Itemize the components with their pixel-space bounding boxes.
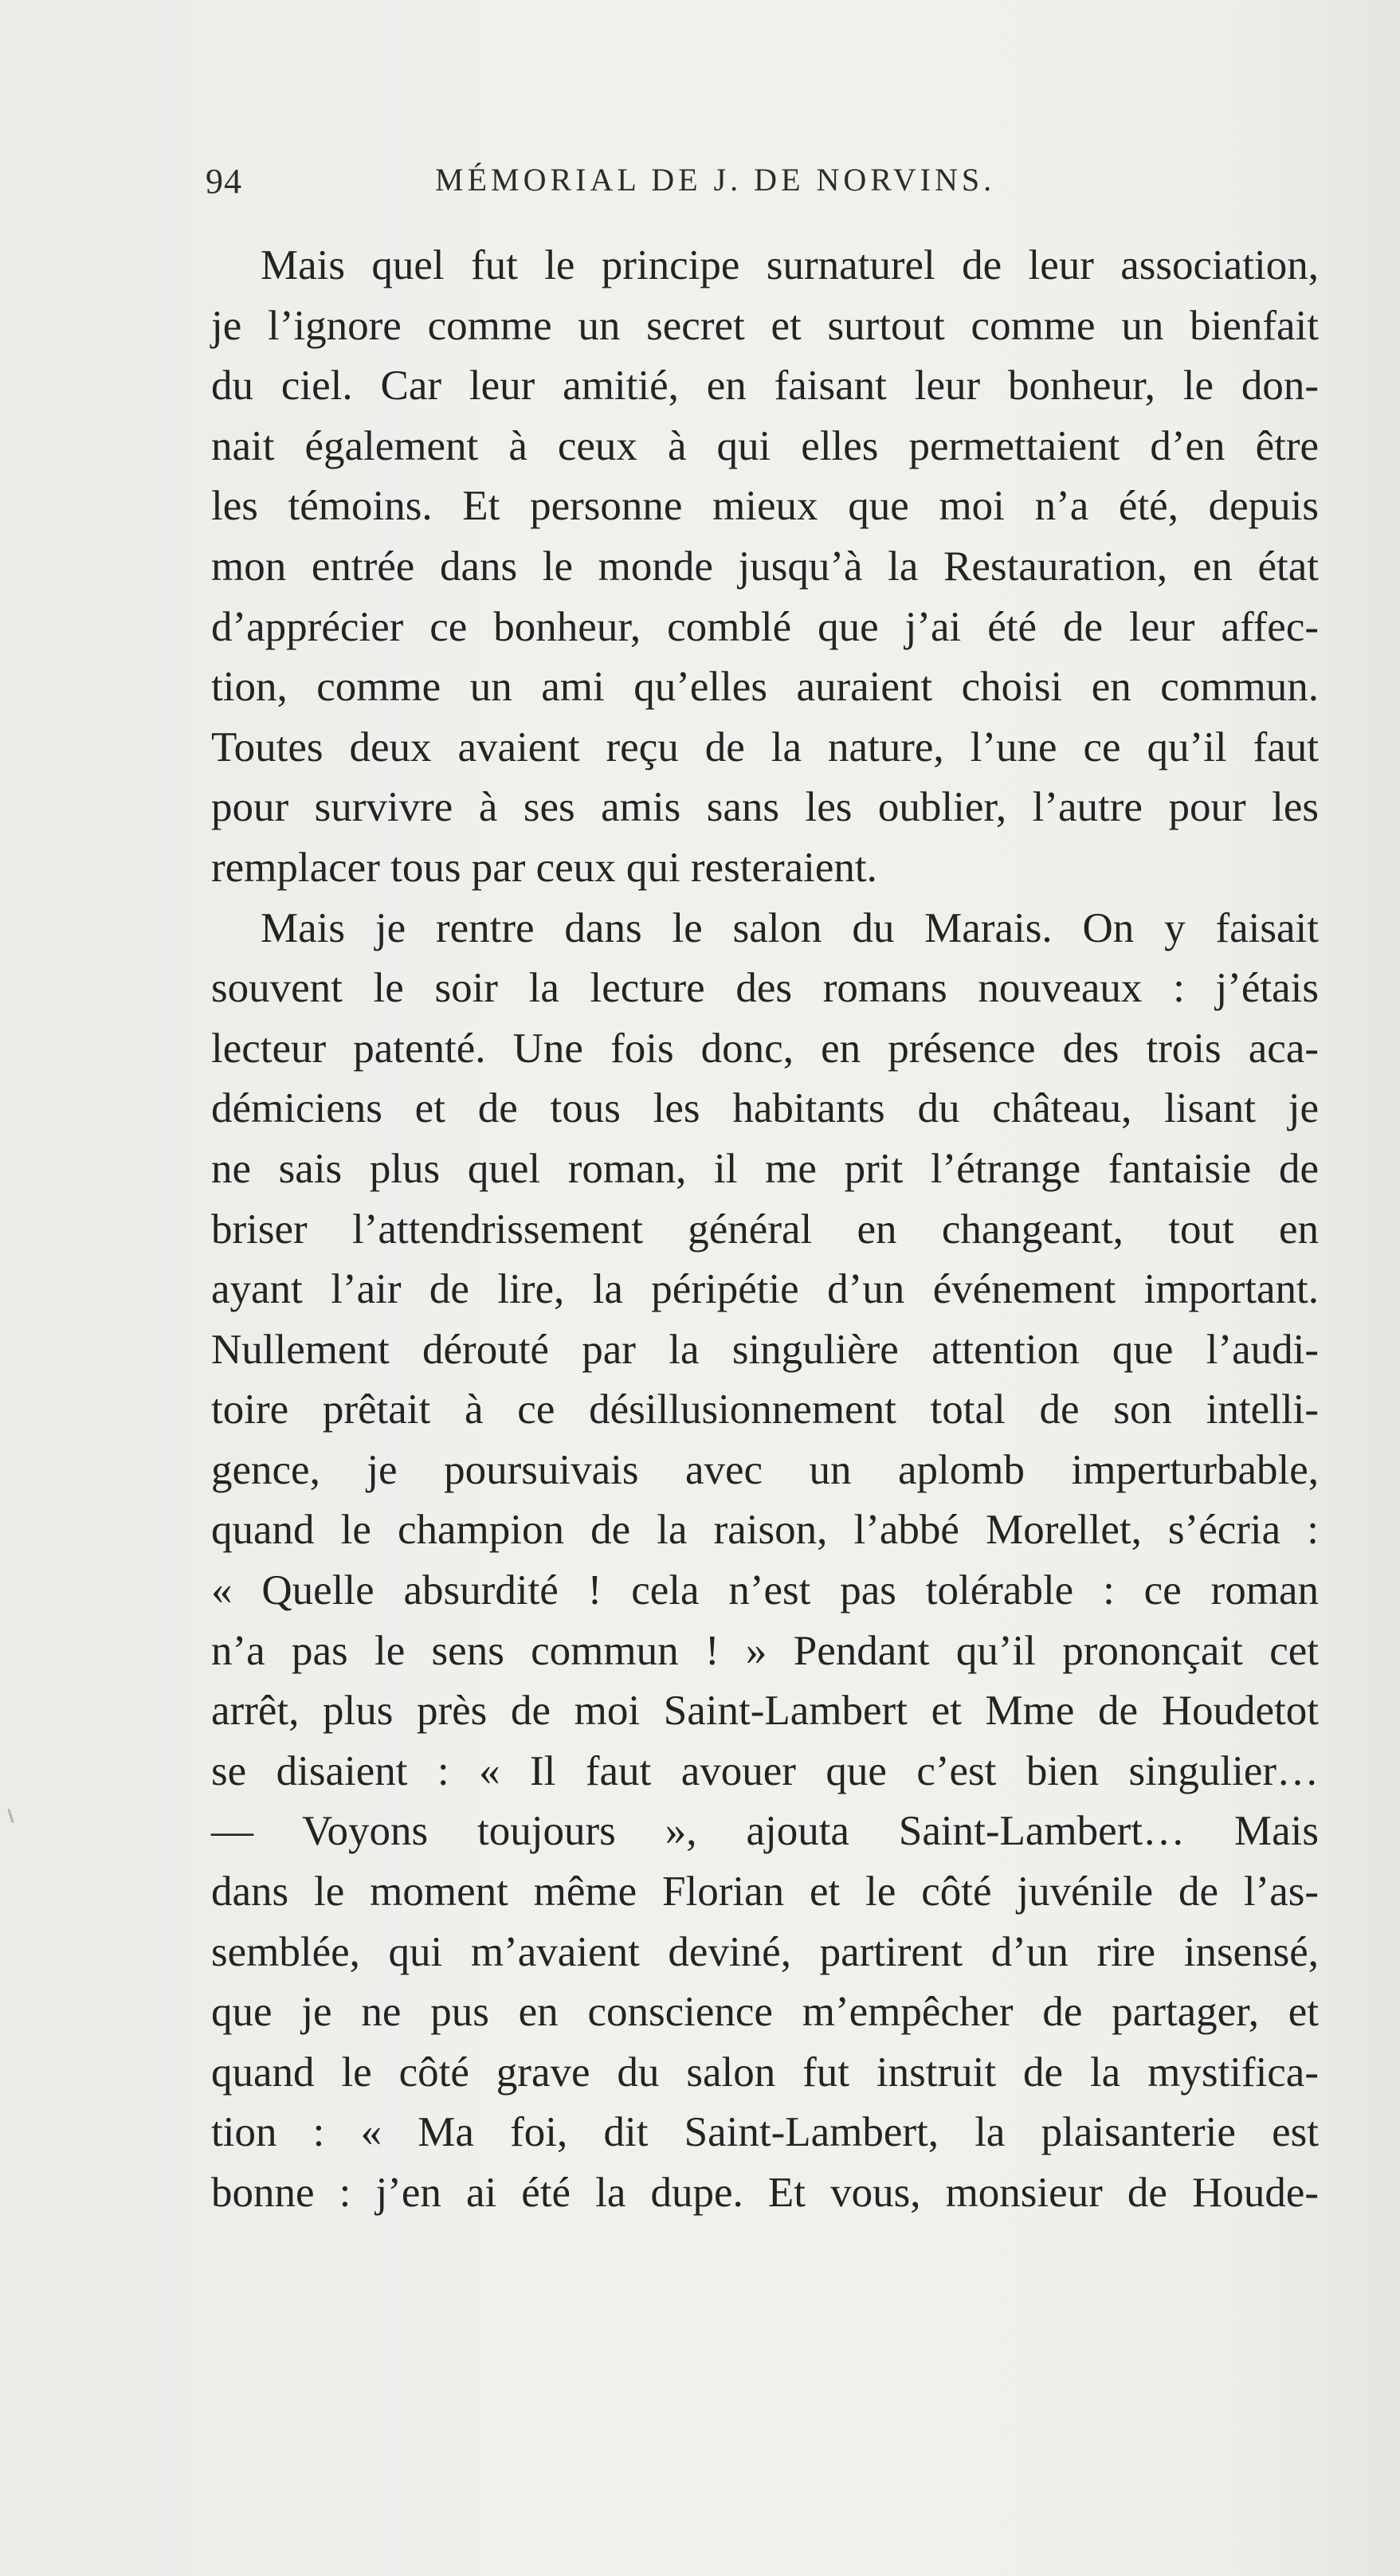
text-line: souvent le soir la lecture des romans nouveaux : j’étais [211, 965, 1319, 1012]
text-line: quand le champion de la raison, l’abbé Morellet, s’écria : [211, 1507, 1319, 1554]
text-line: nait également à ceux à qui elles permettaient d’en être [211, 422, 1319, 469]
text-line: lecteur patenté. Une fois donc, en présence des trois aca- [211, 1025, 1319, 1072]
text-line: tion, comme un ami qu’elles auraient choisi en commun. [211, 664, 1319, 711]
text-line: ne sais plus quel roman, il me prit l’étrange fantaisie de [211, 1145, 1319, 1192]
text-line: semblée, qui m’avaient deviné, partirent d’un rire insensé, [211, 1928, 1319, 1975]
text-line: remplacer tous par ceux qui resteraient. [211, 844, 877, 891]
paper-speck [7, 1809, 14, 1823]
text-line: tion : « Ma foi, dit Saint-Lambert, la plaisanterie est [211, 2109, 1319, 2156]
text-line: toire prêtait à ce désillusionnement total de son intelli- [211, 1386, 1319, 1433]
text-line: briser l’attendrissement général en changeant, tout en [211, 1206, 1319, 1253]
text-line: je l’ignore comme un secret et surtout comme un bienfait [211, 302, 1319, 349]
text-line: les témoins. Et personne mieux que moi n’a été, depuis [211, 483, 1319, 530]
text-line: se disaient : « Il faut avouer que c’est bien singulier… [211, 1747, 1319, 1794]
text-line: Mais je rentre dans le salon du Marais. On y faisait [261, 904, 1319, 951]
text-line: arrêt, plus près de moi Saint-Lambert et Mme de Houdetot [211, 1688, 1319, 1735]
text-line: quand le côté grave du salon fut instruit de la mystifica- [211, 2049, 1319, 2096]
body-text [211, 236, 1319, 2224]
text-line: — Voyons toujours », ajouta Saint-Lambert… Mais [211, 1808, 1319, 1855]
text-line: d’apprécier ce bonheur, comblé que j’ai été de leur affec- [211, 603, 1319, 650]
text-line: « Quelle absurdité ! cela n’est pas tolérable : ce roman [211, 1567, 1319, 1614]
text-line: Nullement dérouté par la singulière attention que l’audi- [211, 1326, 1319, 1373]
text-line: Mais quel fut le principe surnaturel de leur association, [261, 242, 1319, 288]
text-line: démiciens et de tous les habitants du château, lisant je [211, 1085, 1319, 1132]
text-line: dans le moment même Florian et le côté juvénile de l’as- [211, 1868, 1319, 1915]
text-line: que je ne pus en conscience m’empêcher de partager, et [211, 1989, 1319, 2036]
running-title: MÉMORIAL DE J. DE NORVINS. [435, 162, 996, 198]
text-line: ayant l’air de lire, la péripétie d’un événement important. [211, 1266, 1319, 1313]
page-header [206, 156, 1074, 204]
text-line: Toutes deux avaient reçu de la nature, l’une ce qu’il faut [211, 723, 1319, 770]
text-line: mon entrée dans le monde jusqu’à la Restauration, en état [211, 543, 1319, 590]
text-line: gence, je poursuivais avec un aplomb imperturbable, [211, 1446, 1319, 1493]
text-line: n’a pas le sens commun ! » Pendant qu’il prononçait cet [211, 1627, 1319, 1674]
page-number: 94 [206, 162, 242, 201]
text-line: bonne : j’en ai été la dupe. Et vous, monsieur de Houde- [211, 2170, 1319, 2216]
text-line: du ciel. Car leur amitié, en faisant leur bonheur, le don- [211, 363, 1319, 410]
text-line: pour survivre à ses amis sans les oublier, l’autre pour les [211, 784, 1319, 831]
